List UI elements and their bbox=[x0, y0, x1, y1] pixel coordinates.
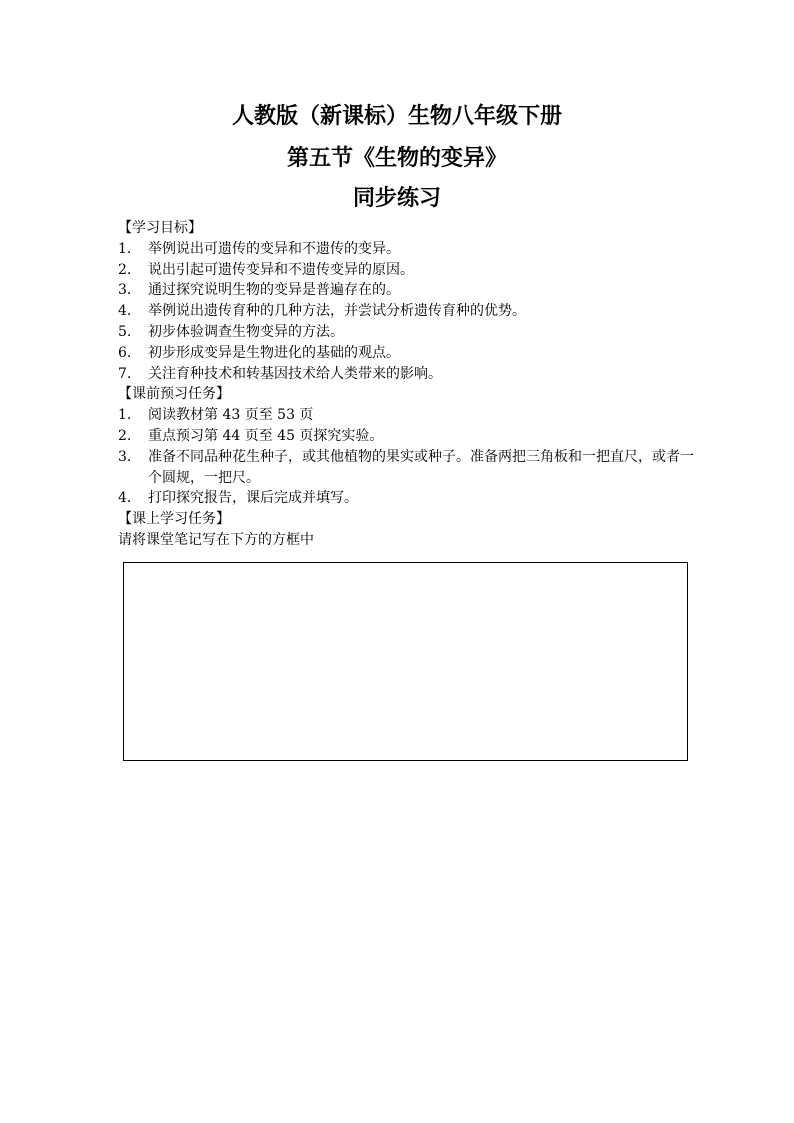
subtitle: 同步练习 bbox=[352, 186, 441, 211]
list-item: 2. 重点预习第 44 页至 45 页探究实验。 bbox=[118, 427, 384, 444]
preview-heading: 【课前预习任务】 bbox=[118, 386, 230, 403]
list-item: 2. 说出引起可遗传变异和不遗传变异的原因。 bbox=[118, 261, 414, 278]
classwork-heading: 【课上学习任务】 bbox=[118, 511, 230, 528]
preview-list bbox=[118, 405, 698, 509]
section-title: 第五节《生物的变异》 bbox=[286, 146, 507, 171]
list-item: 4. 举例说出遗传育种的几种方法，并尝试分析遗传育种的优势。 bbox=[118, 303, 526, 320]
list-item: 5. 初步体验调查生物变异的方法。 bbox=[118, 323, 344, 340]
content-body bbox=[118, 218, 698, 551]
list-item: 1. 阅读教材第 43 页至 53 页 bbox=[118, 407, 314, 424]
list-item: 7. 关注育种技术和转基因技术给人类带来的影响。 bbox=[118, 365, 442, 382]
list-item: 4. 打印探究报告，课后完成并填写。 bbox=[118, 490, 358, 507]
list-item: 3. 通过探究说明生物的变异是普遍存在的。 bbox=[118, 282, 400, 299]
list-item: 3. 准备不同品种花生种子，或其他植物的果实或种子。准备两把三角板和一把直尺，或者一个圆规，一把尺。 bbox=[118, 448, 694, 486]
document-title: 人教版（新课标）生物八年级下册 bbox=[231, 104, 562, 129]
notes-instruction: 请将课堂笔记写在下方的方框中 bbox=[118, 531, 314, 548]
objectives-heading: 【学习目标】 bbox=[118, 220, 202, 236]
list-item: 1. 举例说出可遗传的变异和不遗传的变异。 bbox=[118, 240, 400, 257]
list-item: 6. 初步形成变异是生物进化的基础的观点。 bbox=[118, 344, 400, 361]
notes-box[interactable] bbox=[123, 562, 688, 761]
objectives-list bbox=[118, 239, 698, 385]
